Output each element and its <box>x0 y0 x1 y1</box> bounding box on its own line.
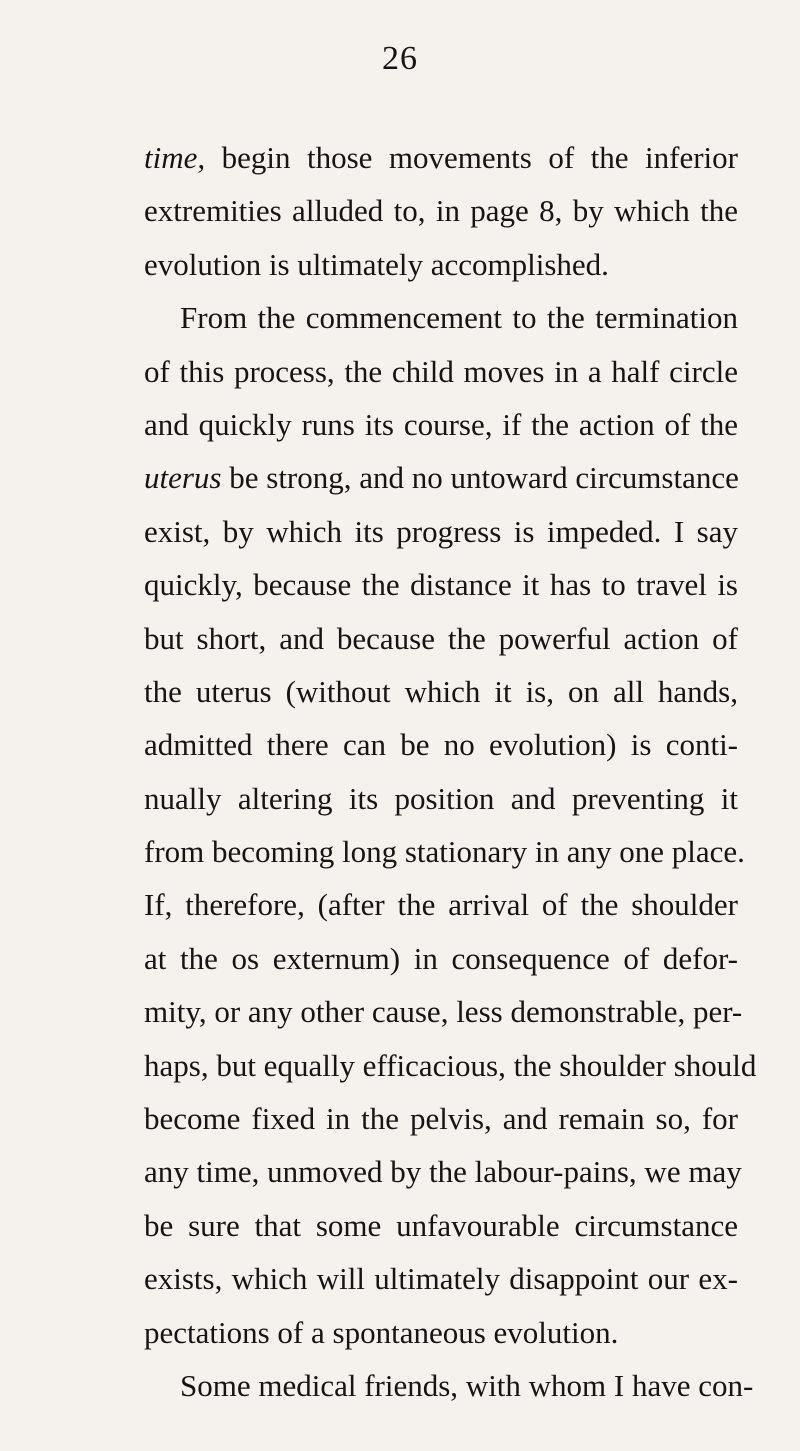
text-line-24 <box>144 1359 754 1412</box>
line-text: From the commencement to the termination <box>180 300 738 336</box>
line-text: but short, and because the powerful action of <box>144 620 738 656</box>
text-line-15 <box>144 878 738 931</box>
page-number: 26 <box>382 40 418 77</box>
line-text: and quickly runs its course, if the action of the <box>144 406 738 442</box>
line-text: any time, unmoved by the labour-pains, we may <box>144 1154 742 1190</box>
text-line-14 <box>144 825 745 878</box>
line-text: be sure that some unfavourable circumstance <box>144 1207 738 1243</box>
text-line-17 <box>144 985 743 1038</box>
text-line-16 <box>144 932 738 985</box>
italic-word: time, <box>144 140 206 175</box>
body-text <box>144 131 757 1412</box>
line-text: at the os externum) in consequence of defor- <box>144 940 738 976</box>
text-line-11 <box>144 665 738 718</box>
line-text: exist, by which its progress is impeded. I say <box>144 513 738 549</box>
text-line-4 <box>144 291 738 344</box>
line-text: begin those movements of the inferior <box>205 140 738 175</box>
text-line-2 <box>144 184 738 237</box>
text-line-7 <box>144 451 738 504</box>
text-line-18 <box>144 1039 757 1092</box>
line-text: the uterus (without which it is, on all hands, <box>144 673 738 709</box>
text-line-12 <box>144 718 738 771</box>
text-line-8 <box>144 505 738 558</box>
line-text: pectations of a spontaneous evolution. <box>144 1314 619 1350</box>
line-text: exists, which will ultimately disappoint our ex- <box>144 1261 738 1297</box>
text-line-5 <box>144 345 738 398</box>
line-text: from becoming long stationary in any one place. <box>144 834 745 870</box>
text-line-6 <box>144 398 738 451</box>
line-text: admitted there can be no evolution) is conti- <box>144 727 738 763</box>
italic-word: uterus <box>144 460 222 496</box>
text-line-22 <box>144 1252 738 1305</box>
line-text: haps, but equally efficacious, the shoulder should <box>144 1047 757 1083</box>
line-text: be strong, and no untoward circumstance <box>221 460 739 496</box>
line-text: If, therefore, (after the arrival of the shoulder <box>144 887 738 923</box>
text-line-13 <box>144 772 738 825</box>
text-line-20 <box>144 1145 742 1198</box>
line-text: of this process, the child moves in a half circle <box>144 353 738 389</box>
text-line-10 <box>144 612 738 665</box>
line-text: evolution is ultimately accomplished. <box>144 246 609 282</box>
text-line-9 <box>144 558 738 611</box>
text-line-23 <box>144 1306 738 1359</box>
text-line-19 <box>144 1092 738 1145</box>
line-text: extremities alluded to, in page 8, by which the <box>144 193 738 229</box>
line-text: Some medical friends, with whom I have con- <box>180 1367 754 1403</box>
text-line-1 <box>144 131 738 184</box>
line-text: mity, or any other cause, less demonstrable, per- <box>144 994 743 1030</box>
line-text: quickly, because the distance it has to travel is <box>144 567 738 603</box>
line-text: nually altering its position and preventing it <box>144 780 738 816</box>
line-text: become fixed in the pelvis, and remain so, for <box>144 1101 738 1137</box>
text-line-3 <box>144 238 738 291</box>
text-line-21 <box>144 1199 738 1252</box>
